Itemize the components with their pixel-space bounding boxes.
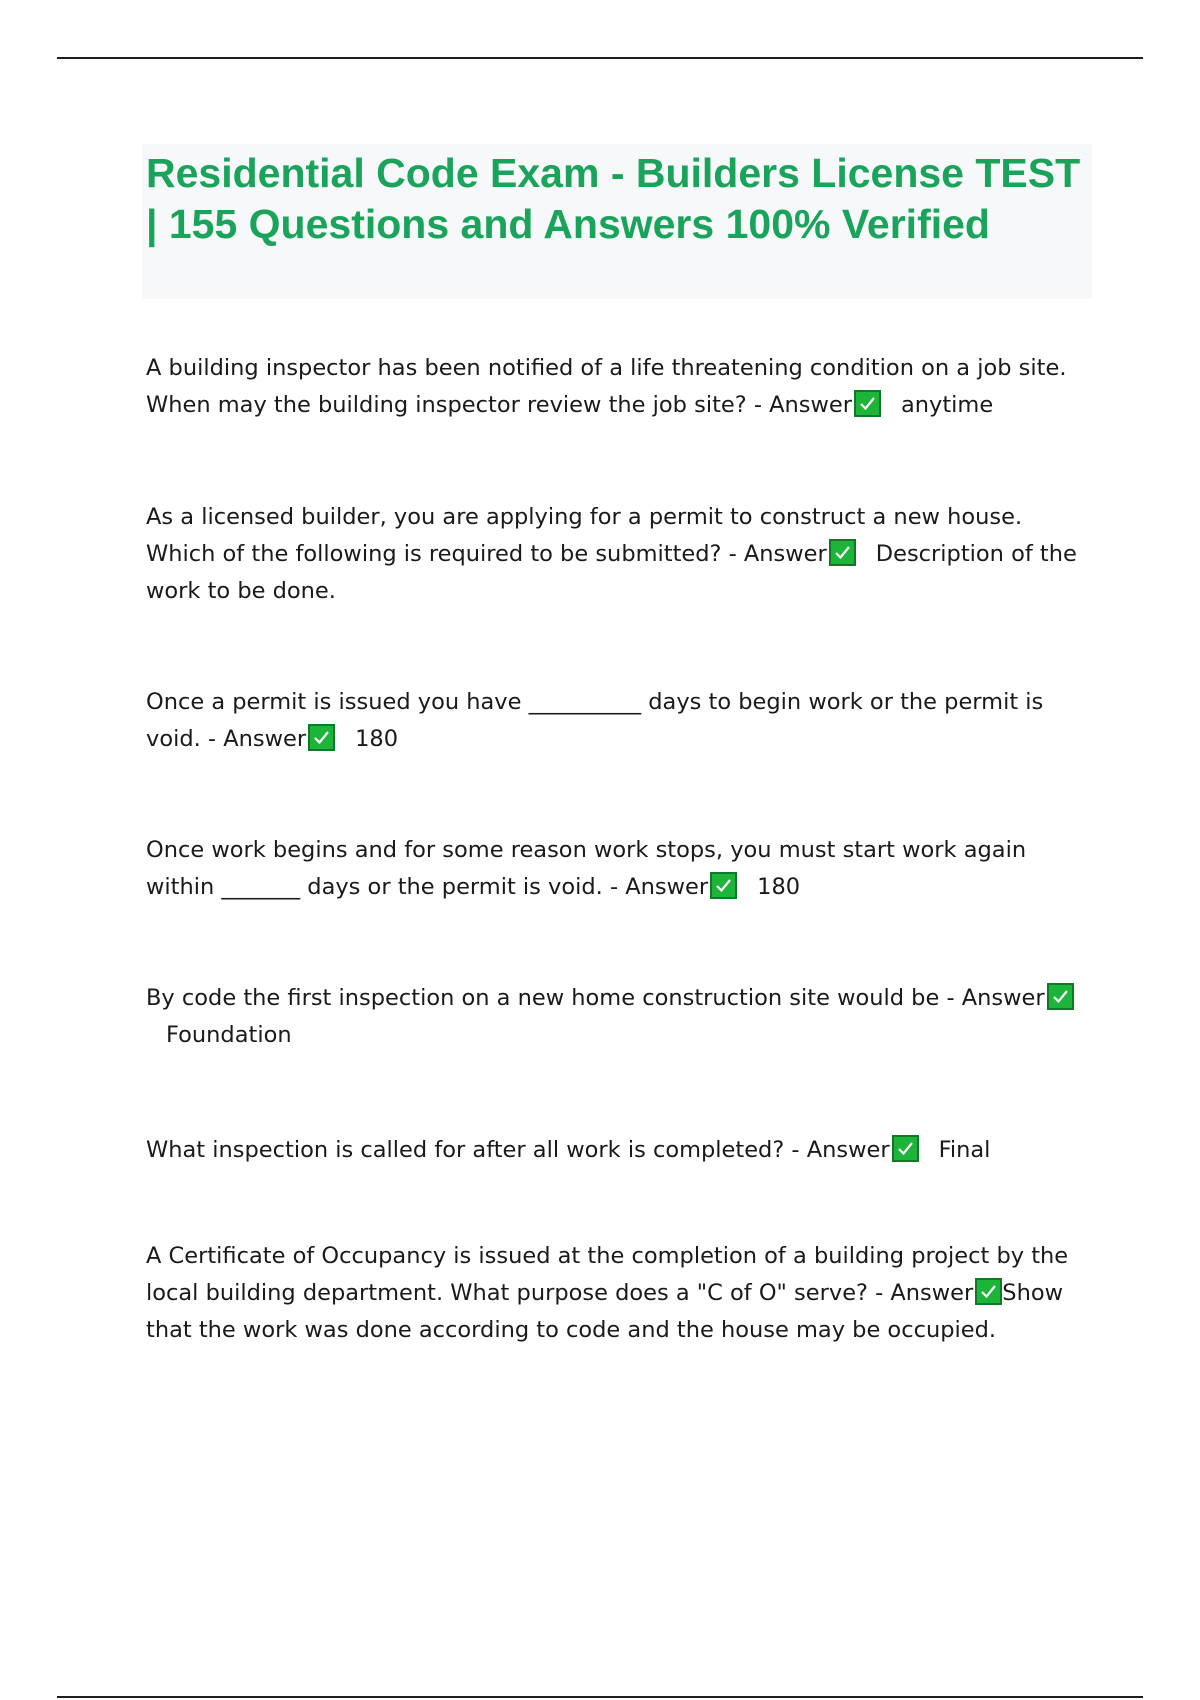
answer-label: Answer — [769, 392, 852, 418]
question-text: What inspection is called for after all work is completed? - — [146, 1137, 807, 1163]
question-text: As a licensed builder, you are applying for a permit to construct a new house. Which of the following is required to be submitted? - — [146, 504, 1023, 567]
title-box — [142, 144, 1092, 299]
answer-label: Answer — [961, 985, 1045, 1011]
answer-label: Answer — [743, 541, 827, 567]
question-text: Once work begins and for some reason work stops, you must start work again within _______ days or the permit is void. - — [146, 837, 1027, 900]
question-text: Once a permit is issued you have __________ days to begin work or the permit is void. - — [146, 689, 1044, 752]
answer-text: Foundation — [166, 1022, 292, 1048]
answer-label: Answer — [890, 1280, 974, 1306]
check-mark-icon — [710, 872, 737, 899]
qa-item — [146, 980, 1092, 1054]
bottom-rule — [57, 1696, 1143, 1698]
answer-text: Final — [938, 1137, 991, 1163]
answer-text: anytime — [900, 392, 994, 418]
check-mark-icon — [854, 390, 881, 417]
answer-text: 180 — [355, 726, 399, 752]
answer-label: Answer — [223, 726, 307, 752]
answer-text: 180 — [757, 874, 801, 900]
answer-text: Show that the work was done according to code and the house may be occupied. — [146, 1280, 1063, 1343]
answer-text: Description of the work to be done. — [146, 541, 1077, 604]
qa-item — [146, 1238, 1092, 1349]
qa-item — [146, 350, 1092, 424]
qa-item — [146, 499, 1092, 610]
question-text: By code the first inspection on a new home construction site would be - — [146, 985, 962, 1011]
answer-label: Answer — [806, 1137, 890, 1163]
check-mark-icon — [308, 724, 335, 751]
qa-item — [146, 832, 1092, 906]
answer-label: Answer — [625, 874, 709, 900]
qa-item — [146, 1132, 1092, 1169]
question-text: A Certificate of Occupancy is issued at the completion of a building project by the local building department. What purpose does a "C of O" serve? - — [146, 1243, 1069, 1306]
check-mark-icon — [892, 1135, 919, 1162]
question-text: A building inspector has been notified of a life threatening condition on a job site. When may the building inspector review the job site? - — [146, 355, 1067, 418]
top-rule — [57, 57, 1143, 59]
qa-item — [146, 684, 1092, 758]
check-mark-icon — [829, 539, 856, 566]
check-mark-icon — [975, 1278, 1002, 1305]
document-title: Residential Code Exam - Builders License TEST | 155 Questions and Answers 100% Verified — [146, 150, 1081, 247]
check-mark-icon — [1047, 983, 1074, 1010]
